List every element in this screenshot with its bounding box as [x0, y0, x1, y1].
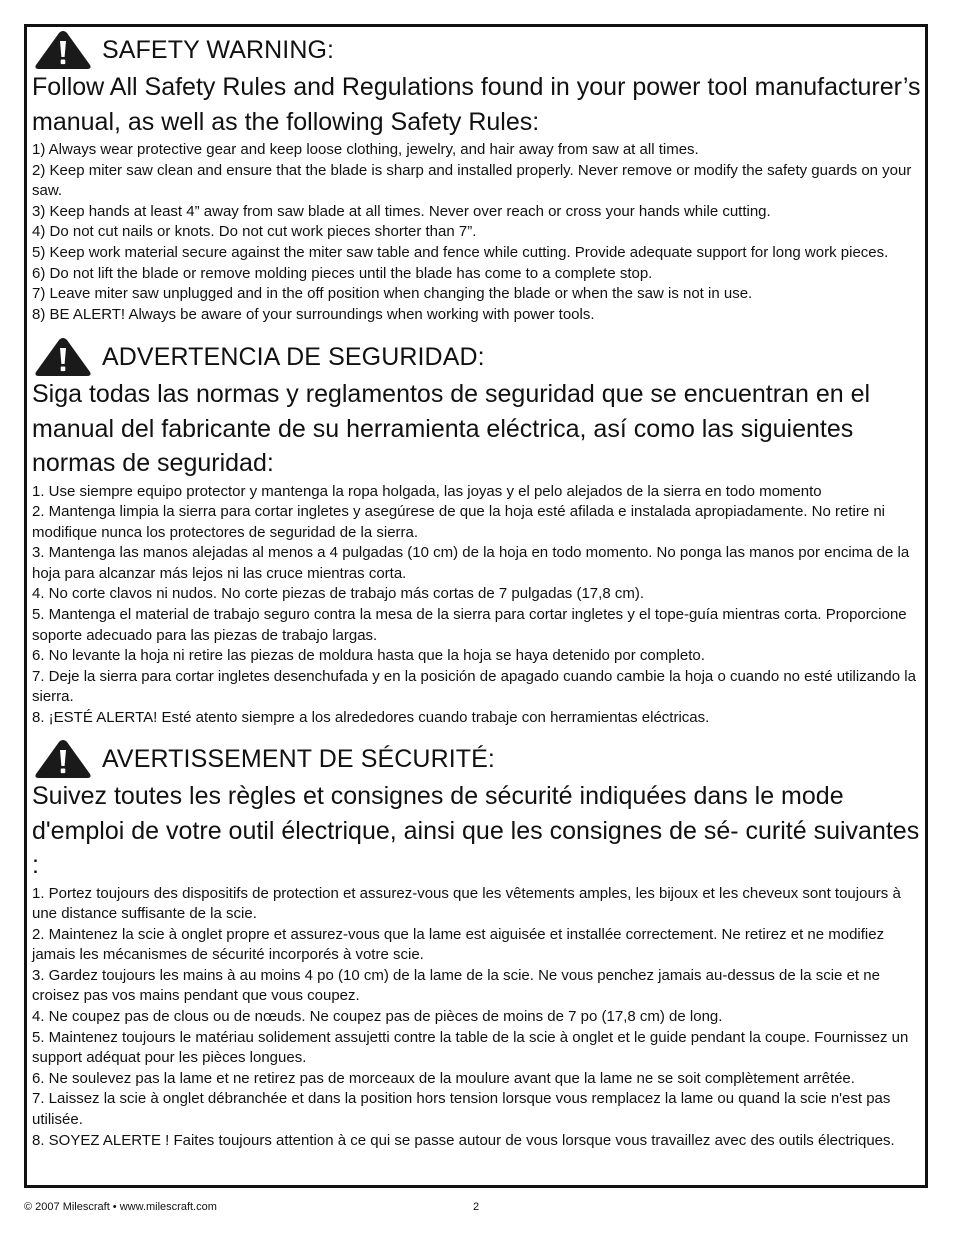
rule-item: 4) Do not cut nails or knots. Do not cut work pieces shorter than 7”.	[32, 223, 477, 241]
section-intro: Suivez toutes les règles et consignes de sécurité indiquées dans le mode d'emploi de votre outil électrique, ainsi que les consignes de sé- curité suivantes :	[32, 782, 920, 879]
warning-triangle-icon	[34, 30, 92, 70]
rule-item: 5. Maintenez toujours le matériau solidement assujetti contre la table de la scie à onglet et le guide pendant la coupe. Fournissez un support adéquat pour les pièces longues.	[32, 1028, 909, 1067]
rule-item: 4. Ne coupez pas de clous ou de nœuds. Ne coupez pas de pièces de moins de 7 po (17,8 cm) de long.	[32, 1008, 723, 1026]
rule-item: 7. Laissez la scie à onglet débranchée et dans la position hors tension lorsque vous remplacez la lame ou quand la scie n'est pas utilisée.	[32, 1090, 891, 1129]
rule-item: 8) BE ALERT! Always be aware of your surroundings when working with power tools.	[32, 305, 595, 323]
rule-item: 6) Do not lift the blade or remove molding pieces until the blade has come to a complete stop.	[32, 264, 653, 282]
footer-copyright: © 2007 Milescraft • www.milescraft.com	[24, 1201, 217, 1213]
rule-item: 3. Mantenga las manos alejadas al menos a 4 pulgadas (10 cm) de la hoja en todo momento. No ponga las manos por encima de la hoja para alcanzar más lejos ni las cruce mientras corta.	[32, 544, 910, 582]
section-header	[32, 337, 922, 377]
rule-item: 2) Keep miter saw clean and ensure that the blade is sharp and installed properly. Never remove or modify the safety guards on your saw.	[32, 161, 912, 200]
page-number: 2	[473, 1201, 480, 1213]
safety-section-english	[32, 30, 922, 325]
rule-item: 5. Mantenga el material de trabajo seguro contra la mesa de la sierra para cortar ingletes y el tope-guía mientras corta. Proporcione soporte adecuado para las piezas de trabajo largas.	[32, 606, 907, 644]
rule-item: 7) Leave miter saw unplugged and in the off position when changing the blade or when the saw is not in use.	[32, 285, 753, 303]
rule-item: 3) Keep hands at least 4” away from saw blade at all times. Never over reach or cross your hands while cutting.	[32, 202, 771, 220]
rules-list	[32, 140, 922, 325]
warning-triangle-icon	[34, 739, 92, 779]
section-heading: AVERTISSEMENT DE SÉCURITÉ:	[102, 745, 495, 773]
rule-item: 6. Ne soulevez pas la lame et ne retirez pas de morceaux de la moulure avant que la lame ne se soit complètement arrêtée.	[32, 1069, 855, 1087]
rule-item: 8. SOYEZ ALERTE ! Faites toujours attention à ce qui se passe autour de vous lorsque vous travaillez avec des outils électriques.	[32, 1131, 895, 1149]
rule-item: 8. ¡ESTÉ ALERTA! Esté atento siempre a los alrededores cuando trabaje con herramientas eléctricas.	[32, 709, 710, 727]
safety-section-spanish	[32, 337, 922, 729]
rule-item: 7. Deje la sierra para cortar ingletes desenchufada y en la posición de apagado cuando cambie la hoja o cuando no esté utilizando la sierra.	[32, 667, 916, 706]
rule-item: 3. Gardez toujours les mains à au moins 4 po (10 cm) de la lame de la scie. Ne vous penchez jamais au-dessus de la scie et ne croisez pas vos mains pendant que vous coupez.	[32, 966, 880, 1005]
rule-item: 2. Mantenga limpia la sierra para cortar ingletes y asegúrese de que la hoja esté afilada e instalada apropiadamente. No retire ni modifique nunca los protectores de seguridad de la sierra.	[32, 503, 886, 541]
rule-item: 5) Keep work material secure against the miter saw table and fence while cutting. Provide adequate support for long work pieces.	[32, 243, 889, 261]
safety-section-french	[32, 739, 922, 1151]
section-heading: SAFETY WARNING:	[102, 36, 335, 64]
section-intro: Siga todas las normas y reglamentos de seguridad que se encuentran en el manual del fabricante de su herramienta eléctrica, así como las siguientes normas de seguridad:	[32, 380, 871, 477]
rule-item: 4. No corte clavos ni nudos. No corte piezas de trabajo más cortas de 7 pulgadas (17,8 cm).	[32, 585, 644, 603]
rule-item: 1. Portez toujours des dispositifs de protection et assurez-vous que les vêtements amples, les bijoux et les cheveux sont toujours à une distance suffisante de la scie.	[32, 884, 901, 923]
rule-item: 2. Maintenez la scie à onglet propre et assurez-vous que la lame est aiguisée et installée correctement. Ne retirez et ne modifiez jamais les mécanismes de sécurité incorporés à votre scie.	[32, 925, 885, 964]
rule-item: 1. Use siempre equipo protector y mantenga la ropa holgada, las joyas y el pelo alejados de la sierra en todo momento	[32, 482, 822, 500]
rules-list	[32, 884, 922, 1152]
rules-list	[32, 482, 922, 729]
section-header	[32, 739, 922, 779]
section-intro: Follow All Safety Rules and Regulations found in your power tool manufacturer’s manual, as well as the following Safety Rules:	[32, 73, 921, 136]
rule-item: 6. No levante la hoja ni retire las piezas de moldura hasta que la hoja se haya detenido por completo.	[32, 647, 705, 665]
section-heading: ADVERTENCIA DE SEGURIDAD:	[102, 343, 485, 371]
rule-item: 1) Always wear protective gear and keep loose clothing, jewelry, and hair away from saw at all times.	[32, 141, 699, 158]
warning-triangle-icon	[34, 337, 92, 377]
section-header	[32, 30, 922, 70]
